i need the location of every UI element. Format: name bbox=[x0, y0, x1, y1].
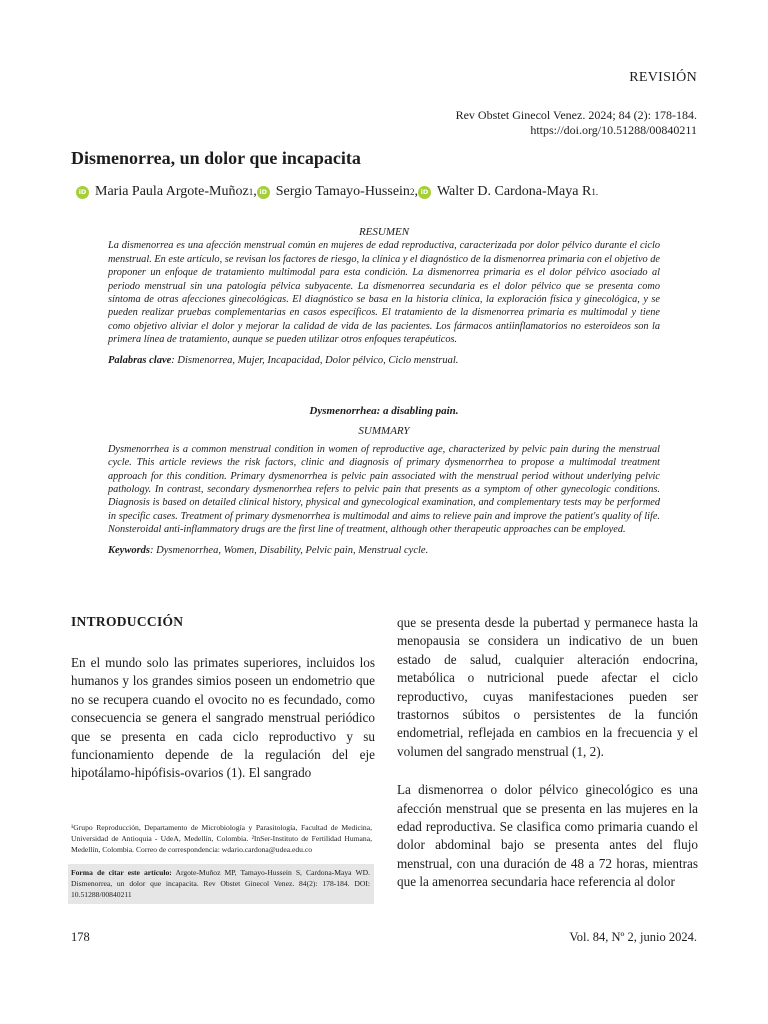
english-title: Dysmenorrhea: a disabling pain. bbox=[309, 405, 459, 417]
volume-info: Vol. 84, Nº 2, junio 2024. bbox=[569, 930, 697, 944]
right-column bbox=[397, 614, 698, 892]
keywords-text: : Dismenorrea, Mujer, Incapacidad, Dolor pélvico, Ciclo menstrual. bbox=[171, 354, 459, 366]
summary-heading: SUMMARY bbox=[358, 425, 410, 438]
summary-section bbox=[108, 405, 660, 557]
author-separator: , bbox=[253, 184, 257, 199]
doi-link[interactable]: https://doi.org/10.51288/00840211 bbox=[530, 123, 697, 137]
author-affiliation: 2 bbox=[409, 187, 415, 197]
author-separator: , bbox=[414, 184, 418, 199]
author-name: Sergio Tamayo-Hussein bbox=[275, 184, 410, 199]
keywords-label: Palabras clave bbox=[108, 354, 172, 366]
orcid-icon[interactable]: iD bbox=[418, 186, 431, 199]
resumen-heading: RESUMEN bbox=[358, 226, 410, 238]
body-paragraph: En el mundo solo las primates superiores, incluidos los humanos y los grandes simios poseen un endometrio que no se recupera cuando el ovocito no es fecundado, como consecuencia se genera el sangrado menstrual periódico que se presenta en cada ciclo reproductivo y su funcionamiento depende de la regulación del eje hipotálamo-hipófisis-ovarios (1). El sangrado bbox=[71, 655, 375, 781]
keywords-text: : Dysmenorrhea, Women, Disability, Pelvic pain, Menstrual cycle. bbox=[150, 544, 429, 556]
orcid-icon[interactable]: iD bbox=[76, 186, 89, 199]
introduction-heading: INTRODUCCIÓN bbox=[71, 614, 184, 629]
summary-keywords bbox=[108, 544, 660, 557]
resumen-section bbox=[108, 226, 660, 367]
cite-text: Argote-Muñoz MP, Tamayo-Hussein S, Cardona-Maya WD. Dismenorrea, un dolor que incapacita. Rev Obstet Ginecol Venez. 84(2): 178-184. DOI: 10.51288/00840211 bbox=[71, 868, 371, 899]
affiliation-footnote: ¹Grupo Reproducción, Departamento de Microbiología y Parasitología, Facultad de Medicina, Universidad de Antioquia - UdeA, Medellín, Colombia. ²InSer-Instituto de Fertilidad Humana, Medellín, Colombia. Correo de correspondencia: wdario.cardona@udea.edu.co bbox=[71, 823, 372, 854]
keywords-label: Keywords bbox=[108, 544, 150, 556]
author-name: Walter D. Cardona-Maya R bbox=[436, 184, 592, 199]
citation-reference: Rev Obstet Ginecol Venez. 2024; 84 (2): 178-184. bbox=[455, 108, 697, 122]
body-paragraph: que se presenta desde la pubertad y permanece hasta la menopausia se considera un indicativo de un buen estado de salud, cualquier alteración endocrina, metabólica o nutricional puede afectar el ciclo reproductivo, cuyas manifestaciones pueden ser trastornos súbitos o persistentes de la función endometrial, reflejada en cambios en la frecuencia y el volumen del sangrado menstrual (1, 2). bbox=[397, 615, 698, 759]
orcid-icon[interactable]: iD bbox=[257, 186, 270, 199]
cite-label: Forma de citar este artículo: bbox=[71, 868, 172, 877]
citation-block bbox=[456, 108, 697, 138]
body-paragraph: La dismenorrea o dolor pélvico ginecológico es una afección menstrual que se presenta en las mujeres en la edad reproductiva. Se clasifica como primaria cuando el dolor abdominal bajo se presenta antes del flujo menstrual, con una duración de 48 a 72 horas, mientras que la amenorrea secundaria hace referencia al dolor bbox=[397, 782, 698, 890]
left-column bbox=[71, 654, 375, 783]
author-affiliation: 1 bbox=[248, 187, 254, 197]
author-list bbox=[76, 184, 598, 200]
author-affiliation: 1. bbox=[591, 187, 599, 197]
page-number: 178 bbox=[71, 930, 90, 944]
resumen-keywords bbox=[108, 354, 660, 367]
article-title: Dismenorrea, un dolor que incapacita bbox=[71, 148, 361, 168]
author-name: Maria Paula Argote-Muñoz bbox=[95, 184, 249, 199]
resumen-body: La dismenorrea es una afección menstrual común en mujeres de edad reproductiva, caracterizada por dolor pélvico durante el ciclo menstrual. En este artículo, se revisan los factores de riesgo, la clínica y el diagnóstico de la dismenorrea primaria con el objetivo de proponer un enfoque de tratamiento multimodal para esta condición. La dismenorrea primaria es el dolor pélvico asociado al periodo menstrual sin una patología pélvica subyacente. La dismenorrea secundaria es el dolor pélvico que se presenta como síntoma de otras afecciones ginecológicas. El diagnóstico se basa en la historia clínica, la exploración física y ginecológica, y se pueden realizar pruebas complementarias en casos específicos. El tratamiento de la dismenorrea primaria es multimodal y tiene como objetivo aliviar el dolor y mejorar la calidad de vida de las pacientes. Los fármacos antiinflamatorios no esteroideos son la primera línea de tratamiento, aunque se pueden utilizar otros enfoques terapéuticos. bbox=[108, 240, 660, 346]
section-label: REVISIÓN bbox=[629, 70, 697, 85]
summary-body: Dysmenorrhea is a common menstrual condition in women of reproductive age, characterized by pelvic pain during the menstrual cycle. This article reviews the risk factors, clinic and diagnosis of primary dysmenorrhea to propose a multimodal treatment approach for this condition. Primary dysmenorrhea is pelvic pain associated with the menstrual period without underlying pelvic pathology. In contrast, secondary dysmenorrhea refers to pelvic pain that presents as a symptom of other gynecologic conditions. Diagnosis is based on detailed clinical history, physical and gynecological examination, and complementary tests may be performed in specific cases. Treatment of primary dysmenorrhea is multimodal and aims to relieve pain and improve the patient's quality of life. Nonsteroidal anti-inflammatory drugs are the first line of treatment, although other therapeutic approaches can be employed. bbox=[108, 443, 660, 536]
cite-this-article-box bbox=[68, 864, 374, 904]
